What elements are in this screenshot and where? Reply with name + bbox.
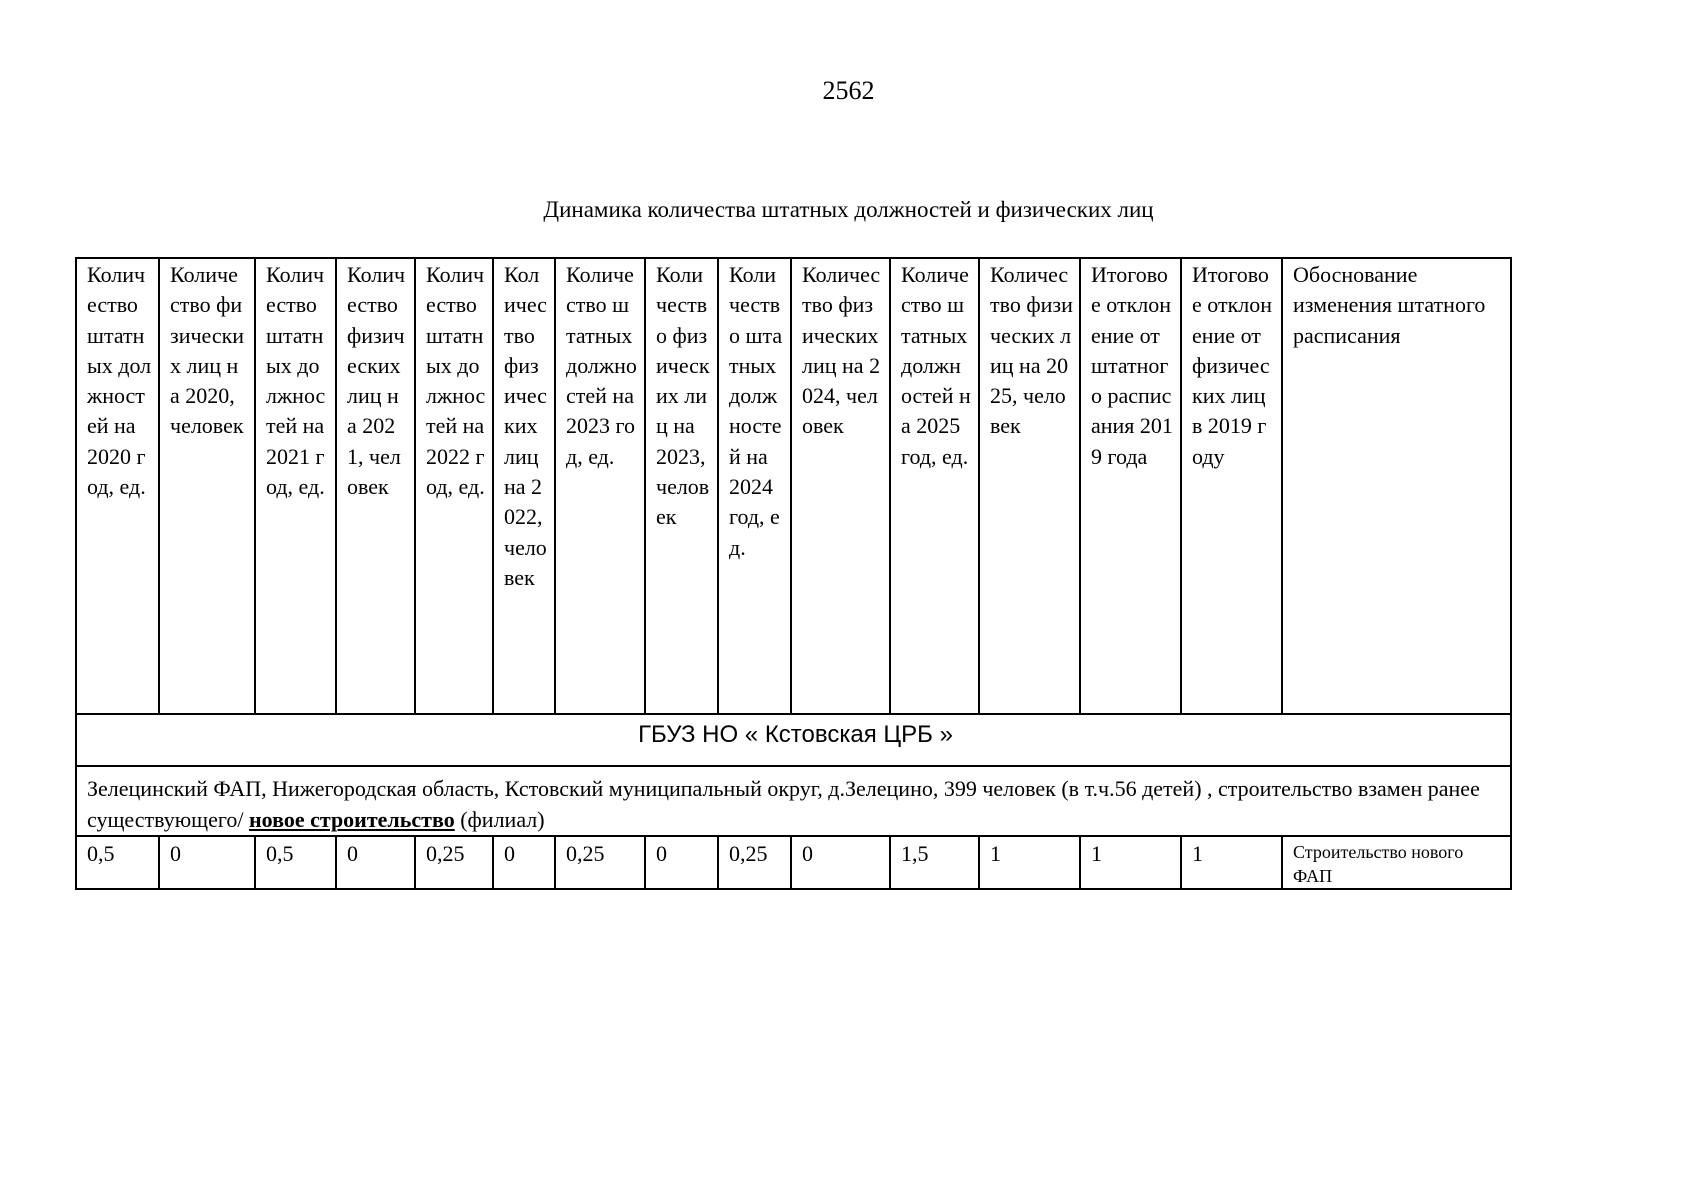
header-cell-staff-positions-2025: Количество штатных должностей на 2025 год, ед. bbox=[890, 258, 979, 714]
facility-description bbox=[76, 766, 1511, 836]
header-cell-individuals-2025: Количество физических лиц на 2025, человек bbox=[979, 258, 1080, 714]
header-cell-staff-positions-2022: Количество штатных должностей на 2022 год, ед. bbox=[415, 258, 493, 714]
header-cell-individuals-2020: Количество физических лиц на 2020, человек bbox=[159, 258, 255, 714]
value-cell: 0,5 bbox=[76, 836, 159, 889]
document-title: Динамика количества штатных должностей и физических лиц bbox=[543, 197, 1154, 222]
value-cell: 0 bbox=[645, 836, 718, 889]
header-cell-staff-positions-2020: Количество штатных должностей на 2020 год, ед. bbox=[76, 258, 159, 714]
header-cell-deviation-staff-2019: Итоговое отклонение от штатного расписания 2019 года bbox=[1080, 258, 1181, 714]
header-cell-staff-positions-2021: Количество штатных должностей на 2021 год, ед. bbox=[255, 258, 336, 714]
organization-row bbox=[76, 714, 1511, 766]
header-cell-individuals-2024: Количество физических лиц на 2024, человек bbox=[791, 258, 890, 714]
header-cell-staff-positions-2024: Количество штатных должностей на 2024 год, ед. bbox=[718, 258, 791, 714]
value-cell: 0 bbox=[791, 836, 890, 889]
value-cell: 1 bbox=[979, 836, 1080, 889]
value-cell: 1 bbox=[1080, 836, 1181, 889]
header-cell-justification: Обоснование изменения штатного расписания bbox=[1282, 258, 1511, 714]
value-cell: 0,25 bbox=[415, 836, 493, 889]
value-cell: 0 bbox=[159, 836, 255, 889]
value-cell: 0 bbox=[336, 836, 415, 889]
facility-row bbox=[76, 766, 1511, 836]
organization-name: ГБУЗ НО « Кстовская ЦРБ » bbox=[76, 714, 1511, 766]
value-cell: 1 bbox=[1181, 836, 1282, 889]
header-cell-individuals-2023: Количество физических лиц на 2023, человек bbox=[645, 258, 718, 714]
facility-suffix-text: (филиал) bbox=[454, 807, 545, 832]
value-cell: 0 bbox=[493, 836, 555, 889]
header-cell-individuals-2021: Количество физических лиц на 2021, человек bbox=[336, 258, 415, 714]
header-cell-individuals-2022: Количество физических лиц на 2022, человек bbox=[493, 258, 555, 714]
header-cell-deviation-individuals-2019: Итоговое отклонение от физических лиц в 2019 году bbox=[1181, 258, 1282, 714]
header-cell-staff-positions-2023: Количество штатных должностей на 2023 год, ед. bbox=[555, 258, 645, 714]
value-cell: 0,25 bbox=[555, 836, 645, 889]
value-cell: 0,25 bbox=[718, 836, 791, 889]
page-number: 2562 bbox=[822, 76, 875, 105]
value-cell: 0,5 bbox=[255, 836, 336, 889]
value-cell: 1,5 bbox=[890, 836, 979, 889]
justification-cell: Строительство нового ФАП bbox=[1282, 836, 1511, 889]
staff-dynamics-table bbox=[75, 257, 1512, 890]
facility-description-text: Зелецинский ФАП, Нижегородская область, Кстовский муниципальный округ, д.Зелецино, 399 человек (в т.ч.56 детей) , строительство взамен ранее существующего/ bbox=[87, 776, 1480, 832]
header-row bbox=[76, 258, 1511, 714]
facility-emphasis-text: новое строительство bbox=[248, 807, 455, 832]
values-row bbox=[76, 836, 1511, 889]
